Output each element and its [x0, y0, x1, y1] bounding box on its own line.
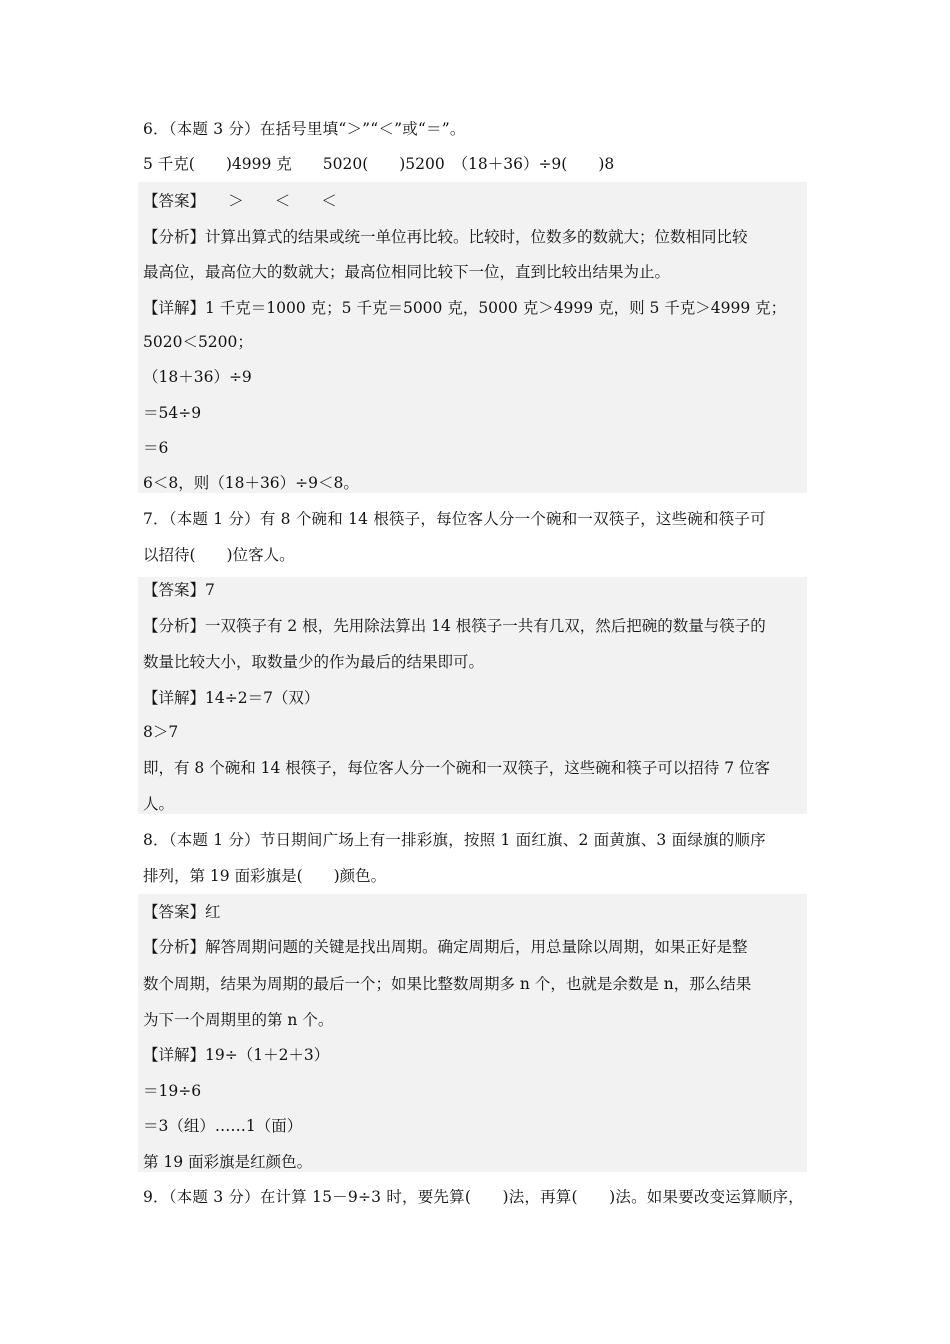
q7-title-line-2: 以招待( )位客人。 — [143, 546, 295, 564]
q8-answer: 【答案】红 — [143, 903, 221, 921]
q6-detail-line-6: 6＜8，则（18＋36）÷9＜8。 — [143, 474, 359, 492]
q6-answer: 【答案】 ＞ ＜ ＜ — [143, 192, 337, 210]
q6-detail-line-2: 5020＜5200； — [143, 333, 253, 351]
q7-answer: 【答案】7 — [143, 581, 215, 599]
q6-detail-line-1: 【详解】1 千克＝1000 克；5 千克＝5000 克，5000 克＞4999 克，则 5 千克＞4999 克； — [143, 299, 787, 317]
q6-analysis-line-1: 【分析】计算出算式的结果或统一单位再比较。比较时，位数多的数就大；位数相同比较 — [143, 228, 748, 246]
q8-detail-line-1: 【详解】19÷（1＋2＋3） — [143, 1046, 330, 1064]
q7-analysis-line-1: 【分析】一双筷子有 2 根，先用除法算出 14 根筷子一共有几双，然后把碗的数量与筷子的 — [143, 617, 766, 635]
q7-detail-line-4: 人。 — [143, 795, 175, 813]
q7-detail-line-1: 【详解】14÷2＝7（双） — [143, 689, 320, 707]
q9-title-line-1: 9．（本题 3 分）在计算 15－9÷3 时，要先算( )法，再算( )法。如果要改变运算顺序， — [143, 1188, 804, 1206]
q6-detail-line-5: ＝6 — [143, 439, 169, 457]
q8-analysis-line-3: 为下一个周期里的第 n 个。 — [143, 1011, 334, 1029]
q6-items: 5 千克( )4999 克 5020( )5200 （18＋36）÷9( )8 — [143, 155, 615, 173]
q7-title-line-1: 7．（本题 1 分）有 8 个碗和 14 根筷子，每位客人分一个碗和一双筷子，这些碗和筷子可 — [143, 510, 766, 528]
q8-detail-line-2: ＝19÷6 — [143, 1082, 202, 1100]
q6-detail-line-3: （18＋36）÷9 — [143, 368, 252, 386]
q7-analysis-line-2: 数量比较大小，取数量少的作为最后的结果即可。 — [143, 653, 485, 671]
q7-detail-line-3: 即，有 8 个碗和 14 根筷子，每位客人分一个碗和一双筷子，这些碗和筷子可以招待 7 位客 — [143, 759, 771, 777]
q8-analysis-line-1: 【分析】解答周期问题的关键是找出周期。确定周期后，用总量除以周期，如果正好是整 — [143, 938, 748, 956]
q8-detail-line-4: 第 19 面彩旗是红颜色。 — [143, 1153, 313, 1171]
q8-detail-line-3: ＝3（组）……1（面） — [143, 1117, 303, 1135]
q6-analysis-line-2: 最高位，最高位大的数就大；最高位相同比较下一位，直到比较出结果为止。 — [143, 263, 671, 281]
q7-detail-line-2: 8＞7 — [143, 723, 179, 741]
q6-title: 6．（本题 3 分）在括号里填“＞”“＜”或“＝”。 — [143, 120, 466, 138]
q8-analysis-line-2: 数个周期，结果为周期的最后一个；如果比整数周期多 n 个，也就是余数是 n，那么结果 — [143, 975, 752, 993]
q8-title-line-2: 排列，第 19 面彩旗是( )颜色。 — [143, 867, 387, 885]
q8-title-line-1: 8．（本题 1 分）节日期间广场上有一排彩旗，按照 1 面红旗、2 面黄旗、3 面绿旗的顺序 — [143, 831, 766, 849]
q6-detail-line-4: ＝54÷9 — [143, 404, 202, 422]
